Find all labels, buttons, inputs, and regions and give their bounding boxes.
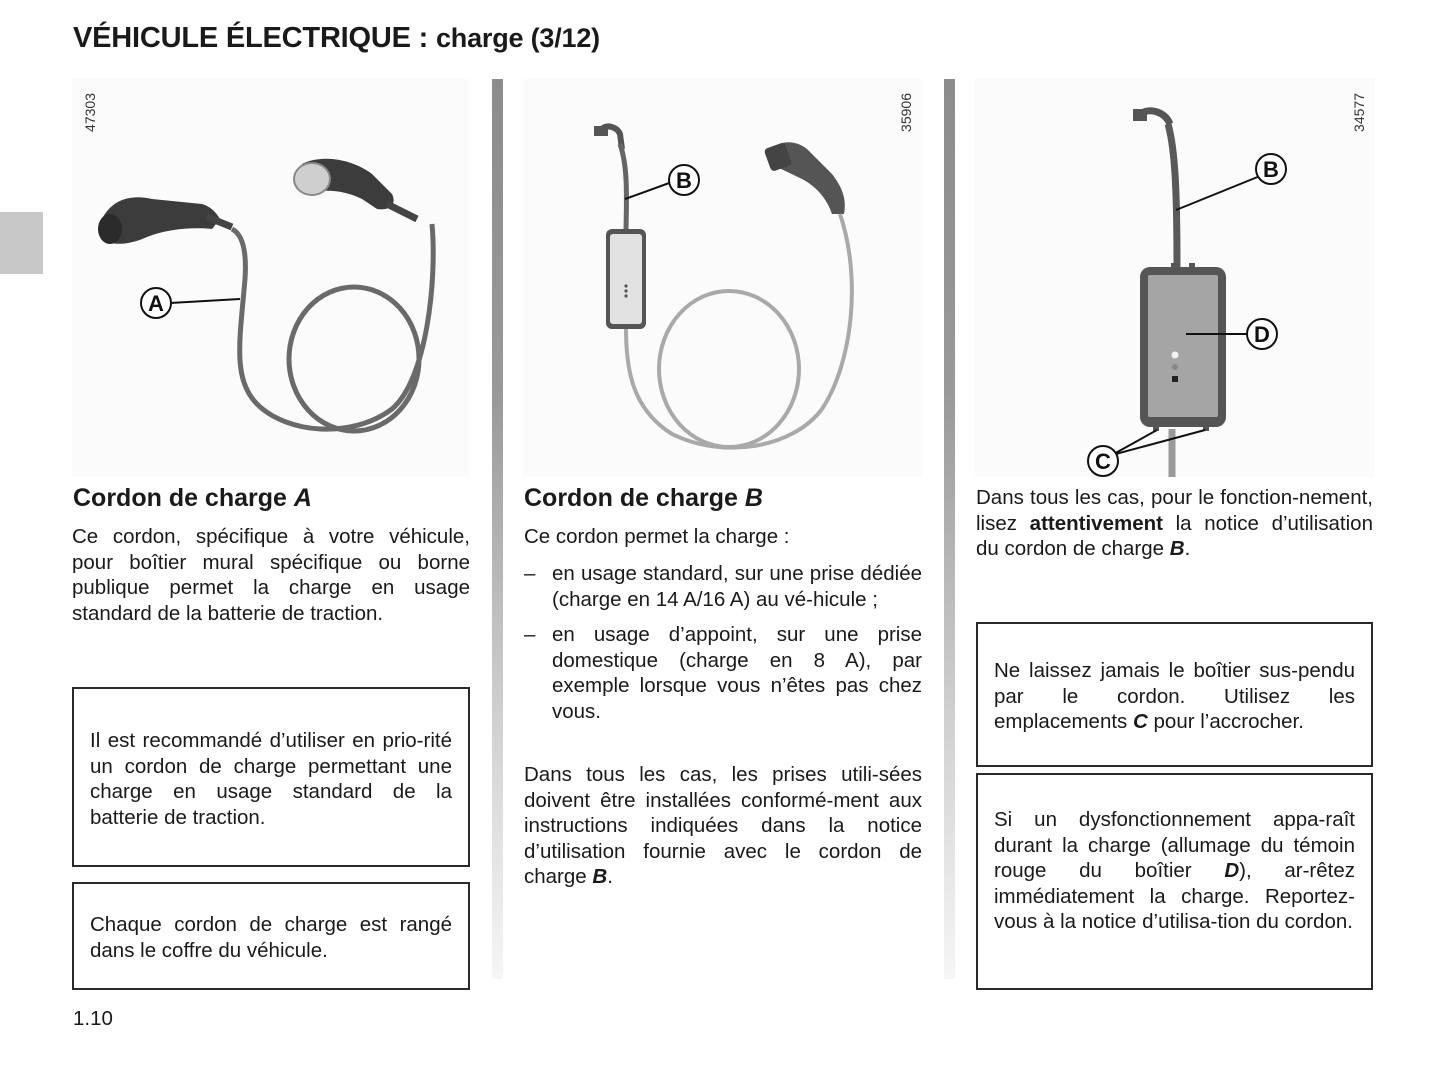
title-main: VÉHICULE ÉLECTRIQUE : bbox=[73, 22, 436, 54]
status-led-icon bbox=[1172, 364, 1178, 370]
figure-charging-cable-b bbox=[522, 79, 922, 477]
section-heading-cable-a: Cordon de charge A bbox=[73, 484, 312, 512]
note-box-storage bbox=[72, 882, 470, 990]
status-led-icon bbox=[1172, 352, 1179, 359]
cable-b-intro: Ce cordon permet la charge : bbox=[524, 525, 790, 548]
cable-b-usage-list bbox=[524, 561, 922, 734]
title-sub: charge bbox=[435, 23, 524, 53]
callout-b: B bbox=[1263, 157, 1279, 182]
status-led-icon bbox=[1172, 376, 1178, 382]
domestic-plug-icon bbox=[1133, 109, 1170, 124]
section-tab-marker bbox=[0, 212, 43, 274]
read-manual-instruction: Dans tous les cas, pour le fonction-nement, lisez attentivement la notice d’utilisation du cordon de charge B. bbox=[976, 486, 1373, 560]
note-text: Chaque cordon de charge est rangé dans le coffre du véhicule. bbox=[90, 913, 452, 962]
note-box-recommendation bbox=[72, 687, 470, 867]
control-box-illustration bbox=[975, 79, 1375, 477]
callout-c: C bbox=[1095, 449, 1111, 474]
list-dash: – bbox=[524, 623, 536, 646]
figure-code: 47303 bbox=[82, 93, 98, 132]
note-text: Il est recommandé d’utiliser en prio-rité un cordon de charge permettant une charge en usage standard de la batterie de traction. bbox=[90, 729, 452, 829]
domestic-plug-icon bbox=[594, 126, 622, 149]
column-divider bbox=[944, 79, 955, 979]
control-box-icon bbox=[606, 229, 646, 329]
page-title bbox=[73, 22, 600, 55]
cable-a-description: Ce cordon, spécifique à votre véhicule, pour boîtier mural spécifique ou borne publique permet la charge en usage standard de la batterie de traction. bbox=[72, 525, 470, 625]
note-box-malfunction-warning bbox=[976, 773, 1373, 990]
charging-cable-a-illustration bbox=[72, 79, 470, 477]
callout-b: B bbox=[676, 168, 692, 193]
type2-connector-icon bbox=[294, 159, 417, 219]
control-box-icon bbox=[1140, 263, 1226, 431]
column-divider bbox=[492, 79, 503, 979]
list-item: – en usage standard, sur une prise dédiée (charge en 14 A/16 A) au vé-hicule ; bbox=[524, 562, 922, 611]
callout-d: D bbox=[1254, 322, 1270, 347]
figure-code: 35906 bbox=[898, 93, 914, 132]
charging-cable-b-illustration bbox=[522, 79, 922, 477]
figure-code: 34577 bbox=[1351, 93, 1367, 132]
cable-b-installation-note: Dans tous les cas, les prises utili-sées doivent être installées conformé-ment aux instructions indiquées dans la notice d’utilisation fournie avec le cordon de charge B. bbox=[524, 763, 922, 888]
figure-charging-cable-a bbox=[72, 79, 470, 477]
figure-control-box bbox=[975, 79, 1375, 477]
list-item: – en usage d’appoint, sur une prise domestique (charge en 8 A), par exemple lorsque vous n’êtes pas chez vous. bbox=[524, 623, 922, 723]
callout-a: A bbox=[148, 291, 164, 316]
list-dash: – bbox=[524, 562, 536, 585]
note-text: Si un dysfonctionnement appa-raît durant la charge (allumage du témoin rouge du boîtier D), ar-rêtez immédiatement la charge. Reportez-vous à la notice d’utilisa-tion du cordon. bbox=[994, 808, 1355, 933]
type2-connector-icon bbox=[764, 142, 845, 214]
page-number: 1.10 bbox=[73, 1007, 113, 1030]
section-heading-cable-b: Cordon de charge B bbox=[524, 484, 763, 512]
note-box-hanging-warning bbox=[976, 622, 1373, 767]
type2-connector-icon bbox=[98, 197, 232, 244]
title-page-count: (3/12) bbox=[523, 23, 600, 53]
note-text: Ne laissez jamais le boîtier sus-pendu par le cordon. Utilisez les emplacements C pour l’accrocher. bbox=[994, 659, 1355, 733]
